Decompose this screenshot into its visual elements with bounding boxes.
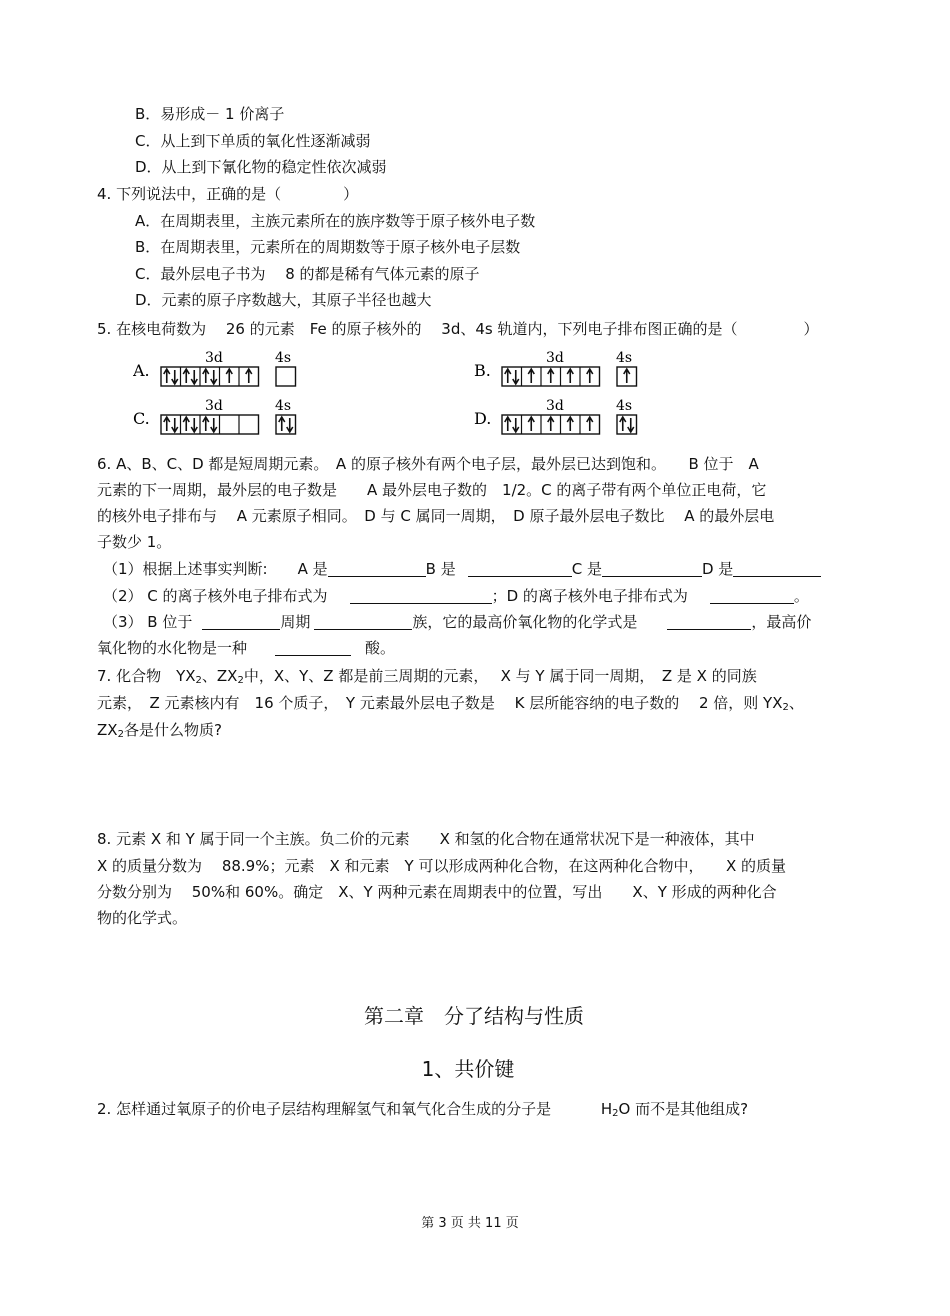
q6-blank-group[interactable] bbox=[314, 613, 412, 630]
spin-up-arrow bbox=[548, 369, 554, 383]
q6-sub1-c-label: C 是 bbox=[571, 560, 602, 578]
q6-sub3 bbox=[103, 612, 811, 632]
q5-stem-text: 5. 在核电荷数为 26 的元素 Fe 的原子核外的 3d、4s 轨道内，下列电子排布图正确的是（ bbox=[97, 320, 738, 338]
spin-up-arrow bbox=[164, 417, 170, 431]
q6-sub1-a-label: （1）根据上述事实判断: A 是 bbox=[103, 560, 328, 578]
q7-sub: 2 bbox=[782, 702, 789, 713]
q6-sub3-prefix: （3） B 位于 bbox=[103, 613, 193, 631]
q4-option-a: A．在周期表里，主族元素所在的族序数等于原子核外电子数 bbox=[135, 212, 536, 230]
spin-up-arrow bbox=[567, 417, 573, 431]
q5-stem-close: ） bbox=[803, 320, 819, 338]
orbital-label-3d: 3d bbox=[546, 350, 564, 366]
spin-up-arrow bbox=[528, 417, 534, 431]
spin-up-arrow bbox=[505, 369, 511, 383]
q4-stem bbox=[97, 184, 358, 204]
q6-blank-c-ion[interactable] bbox=[350, 587, 492, 604]
orbital-label-3d: 3d bbox=[205, 398, 223, 414]
q6-blank-oxide[interactable] bbox=[667, 613, 751, 630]
q3-option-b: B．易形成－ 1 价离子 bbox=[135, 105, 285, 123]
q6-sub3-period: 周期 bbox=[280, 613, 311, 631]
orbital-4s-box bbox=[276, 415, 296, 434]
spin-up-arrow bbox=[567, 369, 573, 383]
orbital-option-b bbox=[474, 350, 654, 392]
q2-sub: 2 bbox=[612, 1108, 619, 1119]
spin-up-arrow bbox=[528, 369, 534, 383]
orbital-label-3d: 3d bbox=[205, 350, 223, 366]
q6-blank-a[interactable] bbox=[328, 560, 426, 577]
q6-blank-d[interactable] bbox=[733, 560, 821, 577]
orbital-label-4s: 4s bbox=[275, 398, 292, 414]
q6-line-2: 元素的下一周期，最外层的电子数是 A 最外层电子数的 1/2。C 的离子带有两个单位正电荷，它 bbox=[97, 481, 767, 499]
orbital-label-3d: 3d bbox=[546, 398, 564, 414]
q7-text-l3a: ZX bbox=[97, 721, 118, 739]
spin-up-arrow bbox=[203, 417, 209, 431]
q6-blank-acid[interactable] bbox=[275, 639, 351, 656]
q4-option-b: B．在周期表里，元素所在的周期数等于原子核外电子层数 bbox=[135, 238, 521, 256]
q7-line-2 bbox=[97, 693, 804, 718]
orbital-label-4s: 4s bbox=[616, 350, 633, 366]
q5-stem bbox=[97, 319, 819, 339]
q7-text-l2-end: 、 bbox=[788, 694, 804, 712]
q7-text-l2: 元素， Z 元素核内有 16 个质子， Y 元素最外层电子数是 K 层所能容纳的电子数的 2 倍，则 YX bbox=[97, 694, 783, 712]
spin-down-arrow bbox=[287, 418, 293, 432]
q6-blank-d-ion[interactable] bbox=[710, 587, 794, 604]
q7-text-l3b: 各是什么物质? bbox=[123, 721, 222, 739]
q4-option-c: C．最外层电子书为 8 的都是稀有气体元素的原子 bbox=[135, 265, 480, 283]
spin-down-arrow bbox=[172, 370, 178, 384]
q6-sub2-mid: ；D 的离子核外电子排布式为 bbox=[491, 587, 688, 605]
q6-sub3-line2-prefix: 氧化物的水化物是一种 bbox=[97, 639, 248, 657]
q4-stem-text: 4. 下列说法中，正确的是（ bbox=[97, 185, 282, 203]
spin-up-arrow bbox=[587, 369, 593, 383]
q8-line-2: X 的质量分数为 88.9%；元素 X 和元素 Y 可以形成两种化合物，在这两种化合物中， X 的质量 bbox=[97, 857, 786, 875]
q7-line-1 bbox=[97, 666, 757, 691]
q6-sub2-prefix: （2） C 的离子核外电子排布式为 bbox=[103, 587, 328, 605]
q8-line-3: 分数分别为 50%和 60%。确定 X、Y 两种元素在周期表中的位置，写出 X、Y 形成的两种化合 bbox=[97, 883, 777, 901]
q8-line-4: 物的化学式。 bbox=[97, 909, 188, 927]
q6-sub1-d-label: D 是 bbox=[701, 560, 734, 578]
orbital-label-4s: 4s bbox=[616, 398, 633, 414]
spin-up-arrow bbox=[279, 417, 285, 431]
q7-line-3 bbox=[97, 720, 222, 745]
q2-text-b: O 而不是其他组成? bbox=[618, 1100, 749, 1118]
spin-up-arrow bbox=[505, 417, 511, 431]
q6-blank-period[interactable] bbox=[202, 613, 280, 630]
spin-down-arrow bbox=[211, 370, 217, 384]
spin-up-arrow bbox=[183, 369, 189, 383]
q6-blank-c[interactable] bbox=[602, 560, 702, 577]
q7-sub: 2 bbox=[237, 675, 244, 686]
q6-sub3-line2 bbox=[97, 638, 395, 658]
q4-stem-close: ） bbox=[343, 185, 359, 203]
q7-text-a: 7. 化合物 YX bbox=[97, 667, 196, 685]
spin-up-arrow bbox=[164, 369, 170, 383]
orbital-option-d bbox=[474, 398, 654, 440]
q6-line-3: 的核外电子排布与 A 元素原子相同。 D 与 C 属同一周期， D 原子最外层电子数比 A 的最外层电 bbox=[97, 507, 775, 525]
q7-text-c: 中，X、Y、Z 都是前三周期的元素， X 与 Y 属于同一周期， Z 是 X 的同族 bbox=[243, 667, 757, 685]
q6-sub1 bbox=[103, 559, 821, 579]
q4-option-d: D．元素的原子序数越大，其原子半径也越大 bbox=[135, 291, 432, 309]
orbital-option-letter: B. bbox=[474, 361, 491, 380]
orbital-4s-box bbox=[617, 415, 637, 434]
q7-text-b: 、ZX bbox=[201, 667, 238, 685]
spin-down-arrow bbox=[628, 418, 634, 432]
q6-line-1: 6. A、B、C、D 都是短周期元素。 A 的原子核外有两个电子层，最外层已达到饱和。 B 位于 A bbox=[97, 455, 759, 473]
spin-up-arrow bbox=[226, 369, 232, 383]
chapter-title: 第二章 分了结构与性质 bbox=[364, 1004, 584, 1028]
spin-down-arrow bbox=[191, 370, 197, 384]
spin-up-arrow bbox=[246, 369, 252, 383]
q2-text bbox=[97, 1099, 748, 1124]
q7-sub: 2 bbox=[117, 729, 124, 740]
orbital-option-letter: C. bbox=[133, 409, 150, 428]
spin-up-arrow bbox=[183, 417, 189, 431]
q6-sub3-line2-end: 酸。 bbox=[365, 639, 396, 657]
orbital-option-a bbox=[133, 350, 313, 392]
orbital-option-c bbox=[133, 398, 313, 440]
spin-down-arrow bbox=[513, 418, 519, 432]
section-title: 1、共价键 bbox=[421, 1057, 515, 1081]
q6-blank-b[interactable] bbox=[468, 560, 572, 577]
q6-sub1-b-label: B 是 bbox=[425, 560, 456, 578]
orbital-label-4s: 4s bbox=[275, 350, 292, 366]
spin-up-arrow bbox=[548, 417, 554, 431]
page-footer: 第 3 页 共 11 页 bbox=[421, 1216, 519, 1231]
spin-up-arrow bbox=[203, 369, 209, 383]
spin-up-arrow bbox=[587, 417, 593, 431]
orbital-option-letter: A. bbox=[133, 361, 150, 380]
orbital-4s-box bbox=[276, 367, 296, 386]
q7-sub: 2 bbox=[195, 675, 202, 686]
spin-down-arrow bbox=[513, 370, 519, 384]
spin-up-arrow bbox=[620, 417, 626, 431]
q6-line-4: 子数少 1。 bbox=[97, 533, 172, 551]
orbital-option-letter: D. bbox=[474, 409, 492, 428]
spin-down-arrow bbox=[191, 418, 197, 432]
q2-text-a: 2. 怎样通过氧原子的价电子层结构理解氢气和氧气化合生成的分子是 H bbox=[97, 1100, 613, 1118]
spin-up-arrow bbox=[624, 369, 630, 383]
q6-sub2 bbox=[103, 586, 809, 606]
q6-sub3-tail: ，最高价 bbox=[751, 613, 812, 631]
spin-down-arrow bbox=[172, 418, 178, 432]
spin-down-arrow bbox=[211, 418, 217, 432]
q3-option-c: C．从上到下单质的氧化性逐渐减弱 bbox=[135, 132, 371, 150]
q6-sub3-group: 族，它的最高价氧化物的化学式是 bbox=[412, 613, 638, 631]
q6-sub2-end: 。 bbox=[793, 587, 809, 605]
q3-option-d: D．从上到下氰化物的稳定性依次减弱 bbox=[135, 158, 387, 176]
q8-line-1: 8. 元素 X 和 Y 属于同一个主族。负二价的元素 X 和氢的化合物在通常状况下是一种液体，其中 bbox=[97, 830, 755, 848]
